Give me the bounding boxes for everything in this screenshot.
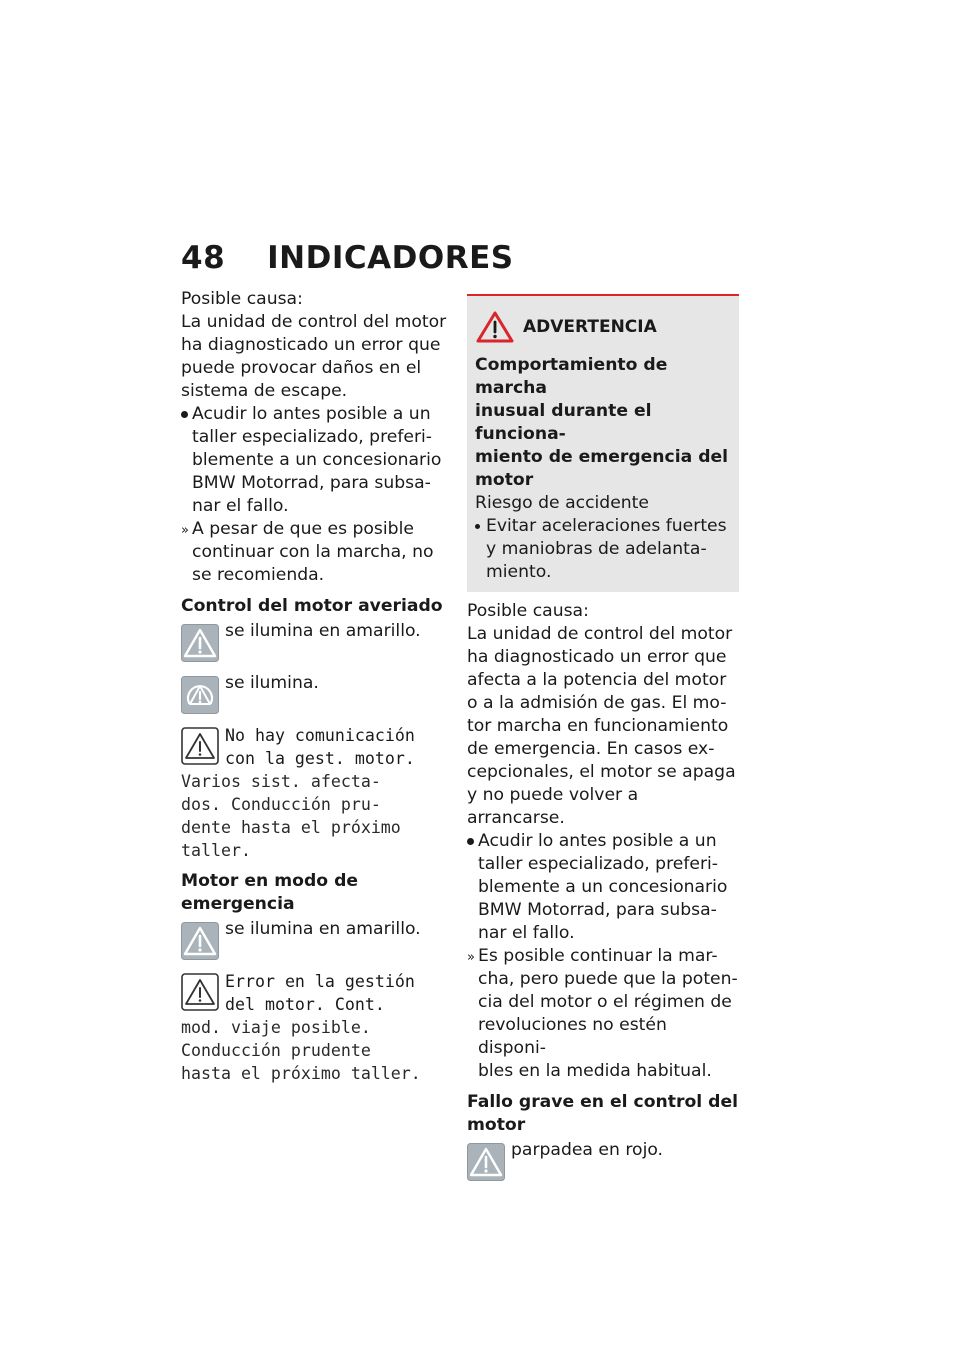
text-line: miento de emergencia del: [475, 447, 729, 467]
text-line: puede provocar daños en el: [181, 358, 422, 378]
section-heading-engine-fault: Control del motor averiado: [181, 596, 443, 616]
display-message-row: [181, 724, 453, 862]
heading-line: emergencia: [181, 894, 295, 914]
text-line: nar el fallo.: [478, 923, 575, 943]
warning-triangle-red-icon: [475, 310, 515, 344]
text-line: afecta a la potencia del motor: [467, 670, 727, 690]
warning-triangle-icon: [181, 624, 219, 662]
indicator-row: [467, 1139, 739, 1183]
display-text-line: taller.: [181, 841, 251, 860]
text-line: inusual durante el funciona-: [475, 401, 652, 444]
page-header: [181, 240, 514, 276]
display-text-line: No hay comunicación: [225, 726, 415, 745]
text-line: blemente a un concesionario: [192, 450, 442, 470]
warning-title: [475, 354, 731, 492]
indicator-row: [181, 672, 453, 716]
display-text-line: hasta el próximo taller.: [181, 1064, 421, 1083]
display-text-line: dos. Conducción pru-: [181, 795, 381, 814]
text-line: y maniobras de adelanta-: [486, 539, 707, 559]
warning-bullet-list: [475, 515, 731, 584]
text-line: La unidad de control del motor: [181, 312, 447, 332]
indicator-text: parpadea en rojo.: [511, 1140, 664, 1160]
text-line: Evitar aceleraciones fuertes: [486, 516, 727, 536]
left-intro: [181, 288, 453, 403]
text-line: BMW Motorrad, para subsa-: [478, 900, 717, 920]
text-line: continuar con la marcha, no: [192, 542, 434, 562]
result-arrow-icon: »: [467, 950, 472, 965]
warning-triangle-outline-icon: [181, 727, 219, 765]
text-line: ha diagnosticado un error que: [181, 335, 441, 355]
heading-line: Fallo grave en el control del: [467, 1092, 738, 1112]
text-line: Es posible continuar la mar-: [478, 946, 718, 966]
text-line: Posible causa:: [181, 289, 303, 309]
text-line: blemente a un concesionario: [478, 877, 728, 897]
display-text-line: Conducción prudente: [181, 1041, 371, 1060]
section-heading-serious-fault: [467, 1091, 739, 1137]
bullet-dot-icon: [467, 838, 474, 845]
text-line: BMW Motorrad, para subsa-: [192, 473, 431, 493]
bullet-dot-icon: [181, 411, 188, 418]
text-line: taller especializado, preferi-: [478, 854, 718, 874]
text-line: de emergencia. En casos ex-: [467, 739, 715, 759]
text-line: cha, pero puede que la poten-: [478, 969, 738, 989]
result-arrow-icon: »: [181, 523, 186, 538]
right-column: [467, 294, 739, 1183]
text-line: taller especializado, preferi-: [192, 427, 432, 447]
text-line: La unidad de control del motor: [467, 624, 733, 644]
left-bullet-list: [181, 403, 453, 587]
text-line: revoluciones no estén disponi-: [478, 1015, 667, 1058]
indicator-text: se ilumina en amarillo.: [225, 621, 421, 641]
indicator-row: [181, 918, 453, 962]
display-message-row: [181, 970, 453, 1085]
section-title: INDICADORES: [267, 240, 514, 276]
right-bullet-list: [467, 830, 739, 1083]
display-text-line: Varios sist. afecta-: [181, 772, 381, 791]
text-line: nar el fallo.: [192, 496, 289, 516]
text-line: Acudir lo antes posible a un: [478, 831, 717, 851]
warning-header: [475, 310, 731, 344]
text-line: bles en la medida habitual.: [478, 1061, 712, 1081]
page-number: 48: [181, 240, 226, 276]
text-line: Comportamiento de marcha: [475, 355, 668, 398]
text-line: ha diagnosticado un error que: [467, 647, 727, 667]
warning-label: ADVERTENCIA: [523, 317, 657, 337]
right-intro: [467, 600, 739, 830]
display-text-line: del motor. Cont.: [225, 995, 385, 1014]
display-text-line: con la gest. motor.: [225, 749, 415, 768]
list-item: [181, 403, 453, 518]
text-line: cia del motor o el régimen de: [478, 992, 732, 1012]
text-line: tor marcha en funcionamiento: [467, 716, 729, 736]
list-item: [467, 945, 739, 1083]
display-text-line: Error en la gestión: [225, 972, 415, 991]
indicator-text: se ilumina.: [225, 673, 319, 693]
list-item: [181, 518, 453, 587]
heading-line: motor: [467, 1115, 526, 1135]
warning-triangle-outline-icon: [181, 973, 219, 1011]
section-heading-emergency-mode: [181, 870, 453, 916]
text-line: se recomienda.: [192, 565, 325, 585]
bullet-dot-icon: [475, 524, 480, 529]
text-line: miento.: [486, 562, 552, 582]
text-line: Posible causa:: [467, 601, 589, 621]
indicator-row: [181, 620, 453, 664]
text-line: o a la admisión de gas. El mo-: [467, 693, 727, 713]
indicator-text: se ilumina en amarillo.: [225, 919, 421, 939]
text-line: Acudir lo antes posible a un: [192, 404, 431, 424]
text-line: y no puede volver a arrancarse.: [467, 785, 639, 828]
warning-box: [467, 294, 739, 592]
display-text-line: mod. viaje posible.: [181, 1018, 371, 1037]
display-text-line: dente hasta el próximo: [181, 818, 401, 837]
warning-risk: Riesgo de accidente: [475, 493, 649, 513]
warning-triangle-icon: [181, 922, 219, 960]
warning-triangle-icon: [467, 1143, 505, 1181]
text-line: sistema de escape.: [181, 381, 348, 401]
text-line: cepcionales, el motor se apaga: [467, 762, 736, 782]
left-column: [181, 288, 453, 1085]
engine-warning-circle-icon: [181, 676, 219, 714]
list-item: [475, 515, 731, 584]
list-item: [467, 830, 739, 945]
text-line: motor: [475, 470, 534, 490]
heading-line: Motor en modo de: [181, 871, 359, 891]
text-line: A pesar de que es posible: [192, 519, 414, 539]
